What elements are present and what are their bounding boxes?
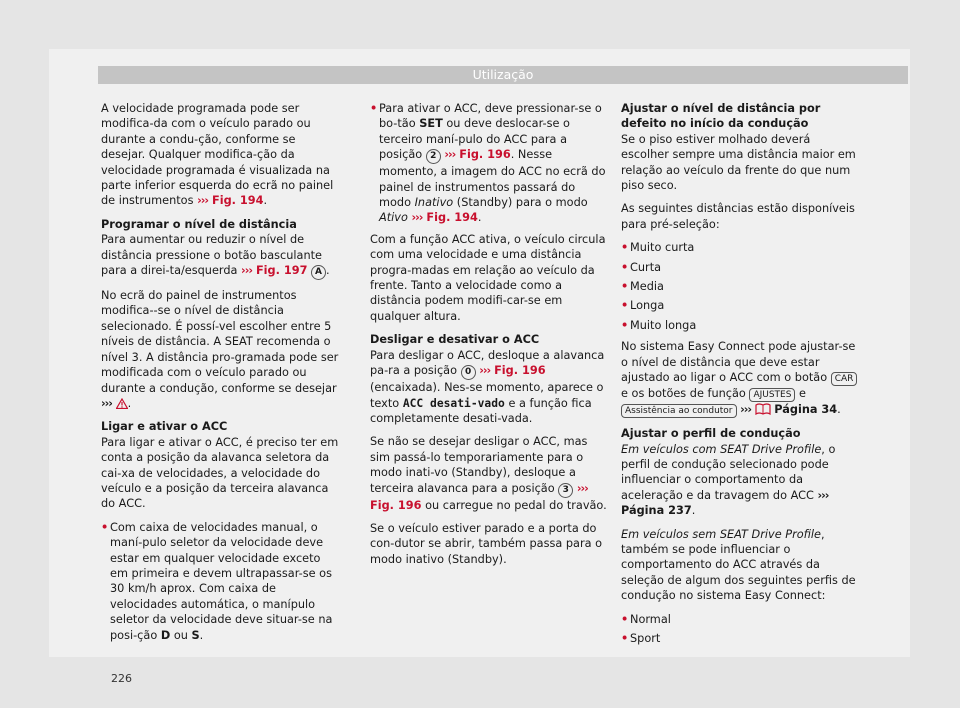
car-button-icon: CAR <box>831 372 858 386</box>
column-1 <box>101 101 341 685</box>
paragraph: Para desligar o ACC, desloque a alavanca pa-ra a posição 0 ››› Fig. 196 (encaixada). Nes-se momento, aparece o texto ACC desati-vado e a função fica completamente desati-vada. <box>370 348 605 425</box>
bullet-icon: • <box>621 299 629 313</box>
bullet-icon: • <box>621 280 629 294</box>
fig-reference-link[interactable]: ››› Fig. 196 <box>479 364 546 378</box>
book-reference-icon <box>755 403 771 415</box>
list-item: • Muito curta <box>621 241 695 255</box>
callout-badge: 2 <box>426 149 441 164</box>
list-item: • Muito longa <box>621 318 697 332</box>
bullet-list <box>370 101 610 226</box>
manual-page <box>49 49 910 685</box>
paragraph: As seguintes distâncias estão disponíveis para pré-seleção: <box>621 202 855 231</box>
list-item: • Com caixa de velocidades manual, o maní-pulo seletor da velocidade deve estar em qualquer velocidade exceto em primeira e devem ultrapassar-se os 30 km/h aprox. Com caixa de velocidades automática, o manípulo seletor da velocidade deve situar-se na posi-ção D ou S. <box>101 520 333 642</box>
paragraph: Em veículos com SEAT Drive Profile, o perfil de condução selecionado pode influenciar o comportamento da aceleração e da travagem do ACC ››› Página 237. <box>621 442 836 518</box>
warning-icon <box>116 398 128 409</box>
ajustes-key: AJUSTES <box>749 388 795 402</box>
paragraph: Se o piso estiver molhado deverá escolher sempre uma distância maior em relação ao veículo da frente do que num piso seco. <box>621 132 856 193</box>
set-button-symbol: SET <box>419 117 443 131</box>
bullet-icon: • <box>101 520 109 534</box>
paragraph: No ecrã do painel de instrumentos modifica--se o nível de distância selecionado. É possí-vel escolher entre 5 níveis de distância. A SEAT recomenda o nível 3. A distância pro-gramada pode ser modificada com o veículo parado ou durante a condução, conforme se desejar ››› . <box>101 289 339 410</box>
display-text: ACC desati-vado <box>402 396 505 410</box>
paragraph: A velocidade programada pode ser modifica-da com o veículo parado ou durante a condu-ção, conforme se desejar. Qualquer modifica-ção da velocidade programada é visualizada na parte inferior esquerda do ecrã no painel de instrumentos ››› Fig. 194. <box>101 102 334 208</box>
paragraph: No sistema Easy Connect pode ajustar-se o nível de distância que deve estar ajustado ao ligar o ACC com o botão CAR e os botões de função AJUSTES e Assistência ao condutor ››› Página 34. <box>621 339 861 418</box>
page-reference[interactable]: Página 34 <box>774 403 838 417</box>
column-3 <box>621 101 861 652</box>
list-item: • Longa <box>621 299 665 313</box>
fig-reference-link[interactable]: ››› Fig. 197 <box>241 264 308 278</box>
bullet-icon: • <box>621 318 629 332</box>
subheading: Ligar e ativar o ACC <box>101 420 228 434</box>
bullet-icon: • <box>621 612 629 626</box>
page-reference[interactable]: Página 237 <box>621 504 692 518</box>
subheading: Programar o nível de distância <box>101 217 297 231</box>
bullet-list <box>621 612 861 647</box>
paragraph: Com a função ACC ativa, o veículo circula com uma velocidade e uma distância progra-madas em relação ao veículo da frente. Tanto a velocidade como a distância podem modifi-car-se em qualquer altura. <box>370 232 606 323</box>
subheading: Desligar e desativar o ACC <box>370 333 540 347</box>
list-item: • Curta <box>621 260 662 274</box>
list-item: • Media <box>621 280 664 294</box>
paragraph: Se não se desejar desligar o ACC, mas sim passá-lo temporariamente para o modo inati-vo (Standby), desloque a terceira alavanca para a posição 3 ››› Fig. 196 ou carregue no pedal do travão. <box>370 435 607 512</box>
callout-badge: 3 <box>558 483 573 498</box>
list-item: • Sport <box>621 631 661 645</box>
fig-reference-link[interactable]: ››› Fig. 196 <box>370 481 588 512</box>
paragraph: Se o veículo estiver parado e a porta do con-dutor se abrir, também passa para o modo inativo (Standby). <box>370 521 603 566</box>
assistencia-key: Assistência ao condutor <box>621 404 737 418</box>
paragraph: Em veículos sem SEAT Drive Profile, também se pode influenciar o comportamento do ACC através da seleção de algum dos seguintes perfis de condução no sistema Easy Connect: <box>621 527 856 603</box>
list-item: • Normal <box>621 612 671 626</box>
list-item: • Para ativar o ACC, deve pressionar-se o bo-tão SET ou deve deslocar-se o terceiro maní-pulo do ACC para a posição 2 ››› Fig. 196. Nesse momento, a imagem do ACC no ecrã do painel de instrumentos passará do modo Inativo (Standby) para o modo Ativo ››› Fig. 194. <box>370 102 606 225</box>
page-number: 226 <box>111 672 132 685</box>
bullet-icon: • <box>621 631 629 645</box>
subheading: Ajustar o perfil de condução <box>621 427 801 441</box>
fig-reference-link[interactable]: ››› Fig. 194 <box>197 194 264 208</box>
fig-reference-link[interactable]: ››› Fig. 194 <box>411 211 478 225</box>
callout-badge: 0 <box>461 365 476 380</box>
paragraph: Para ligar e ativar o ACC, é preciso ter em conta a posição da alavanca seletora da cai-xa de velocidades, a velocidade do veículo e a posição da terceira alavanca do ACC. <box>101 435 339 511</box>
column-2 <box>370 101 610 575</box>
bullet-icon: • <box>621 241 629 255</box>
bullet-list <box>101 520 341 643</box>
paragraph: Para aumentar ou reduzir o nível de distância pressione o botão basculante para a direi-ta/esquerda ››› Fig. 197 A . <box>101 232 341 280</box>
bullet-list <box>621 240 861 333</box>
callout-badge: A <box>311 265 326 280</box>
section-header: Utilização <box>98 66 908 84</box>
bullet-icon: • <box>621 260 629 274</box>
fig-reference-link[interactable]: ››› Fig. 196 <box>444 148 511 162</box>
bullet-icon: • <box>370 102 378 115</box>
subheading: Ajustar o nível de distância por defeito no início da condução <box>621 102 821 131</box>
